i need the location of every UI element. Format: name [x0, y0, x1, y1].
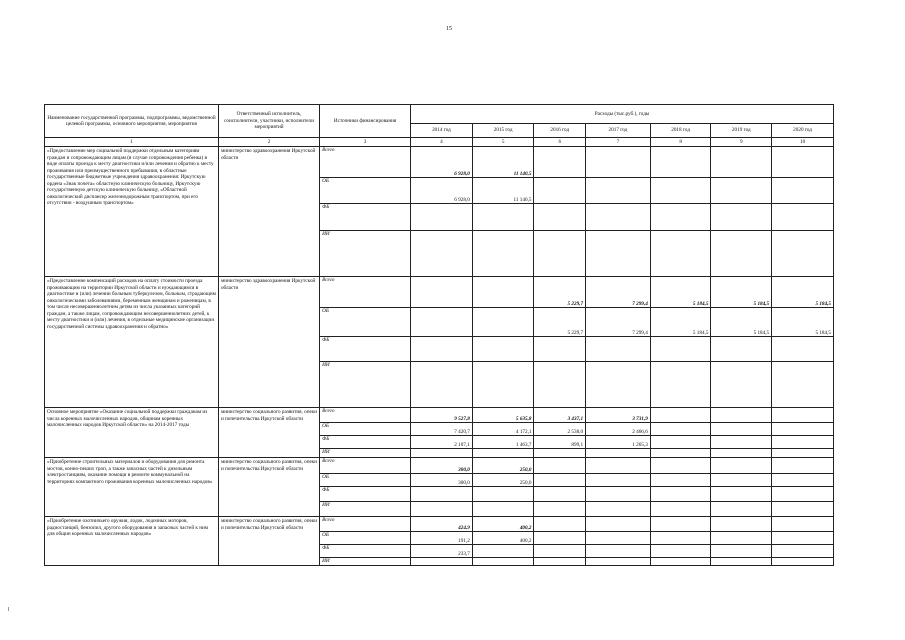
- activity-name: «Приобретение охотничьего оружия, лодок, лодочных моторов, радиостанций, бензопил, другого оборудования и запасных частей к ним для общин коренных малочисленных народов»: [45, 517, 219, 566]
- activity-row: [45, 277, 834, 408]
- activity-row: [45, 517, 834, 566]
- value-cell: [411, 557, 472, 568]
- value-cell: 191,2: [411, 531, 472, 544]
- value-cell: 3 731,9: [632, 415, 648, 422]
- value-cell: [534, 458, 585, 473]
- value-cell: 5 184,5: [692, 300, 709, 307]
- funding-source-label: ФБ: [320, 203, 410, 230]
- value-cell: [711, 230, 771, 279]
- year-2017: 2017 год: [586, 124, 651, 138]
- value-cell: [534, 147, 585, 177]
- index-1: 1: [45, 138, 219, 147]
- value-cell: [711, 557, 771, 568]
- year-values: [534, 517, 586, 566]
- value-cell: [651, 473, 711, 486]
- year-values: [411, 517, 473, 566]
- funding-source-label: ИИ: [320, 557, 410, 568]
- year-values: [772, 458, 834, 517]
- year-values: [586, 277, 651, 408]
- expenses-table: [44, 104, 834, 566]
- value-cell: [473, 277, 534, 307]
- value-cell: [473, 361, 534, 410]
- year-values: [711, 147, 772, 277]
- value-cell: 3 437,1: [567, 415, 584, 422]
- value-cell: 899,1: [534, 435, 585, 448]
- year-values: [711, 458, 772, 517]
- value-cell: [586, 336, 650, 361]
- activity-executor: министерство социального развития, опеки и попечительства Иркутской области: [218, 408, 319, 458]
- value-cell: [711, 544, 771, 557]
- year-2019: 2019 год: [711, 124, 772, 138]
- value-cell: 5 184,5: [753, 300, 770, 307]
- index-2: 2: [218, 138, 319, 147]
- year-values: [586, 147, 651, 277]
- funding-source-label: ОБ: [320, 422, 410, 435]
- value-cell: [534, 361, 585, 410]
- value-cell: [651, 544, 711, 557]
- header-executor: Ответственный исполнитель, соисполнители, участники, исполнители мероприятий: [218, 105, 319, 138]
- funding-source-label: ФБ: [320, 544, 410, 557]
- index-5: 5: [472, 138, 534, 147]
- value-cell: [711, 473, 771, 486]
- year-values: [472, 517, 534, 566]
- funding-source-label: Всего: [322, 147, 335, 153]
- value-cell: [772, 203, 833, 230]
- header-expenses: Расходы (тыс.руб.), годы: [411, 105, 834, 124]
- value-cell: [473, 230, 534, 279]
- value-cell: [473, 544, 534, 557]
- value-cell: [772, 147, 833, 177]
- value-cell: 2 538,0: [534, 422, 585, 435]
- value-cell: [411, 230, 472, 279]
- value-cell: [711, 361, 771, 410]
- value-cell: [711, 408, 771, 422]
- funding-source-label: Всего: [322, 277, 335, 283]
- value-cell: [772, 557, 833, 568]
- index-7: 7: [586, 138, 651, 147]
- value-cell: [772, 230, 833, 279]
- funding-sources: [320, 458, 411, 517]
- value-cell: [772, 531, 833, 544]
- value-cell: [772, 177, 833, 203]
- value-cell: [586, 473, 650, 486]
- value-cell: [586, 203, 650, 230]
- value-cell: [586, 361, 650, 410]
- value-cell: [711, 531, 771, 544]
- activity-row: [45, 408, 834, 458]
- year-2015: 2015 год: [472, 124, 534, 138]
- value-cell: [772, 336, 833, 361]
- value-cell: [772, 361, 833, 410]
- value-cell: [651, 147, 711, 177]
- value-cell: 7 299,4: [586, 307, 650, 336]
- funding-sources: [320, 277, 411, 408]
- value-cell: 5 229,7: [567, 300, 584, 307]
- value-cell: [411, 277, 472, 307]
- year-2014: 2014 год: [411, 124, 473, 138]
- value-cell: [534, 203, 585, 230]
- value-cell: [586, 544, 650, 557]
- year-values: [711, 517, 772, 566]
- index-3: 3: [320, 138, 411, 147]
- value-cell: [711, 203, 771, 230]
- value-cell: 250,0: [519, 466, 532, 473]
- activity-executor: министерство социального развития, опеки и попечительства Иркутской области: [218, 517, 319, 566]
- value-cell: [711, 336, 771, 361]
- value-cell: 7 299,4: [632, 300, 648, 307]
- value-cell: [534, 544, 585, 557]
- value-cell: [651, 458, 711, 473]
- value-cell: 11 140,5: [473, 177, 534, 203]
- header-row: [45, 105, 834, 124]
- value-cell: 5 635,8: [515, 415, 532, 422]
- value-cell: [473, 557, 534, 568]
- value-cell: [534, 517, 585, 531]
- value-cell: 400,2: [519, 524, 532, 531]
- value-cell: 2 107,1: [411, 435, 472, 448]
- header-name: Наименование государственной программы, подпрограммы, ведомственной целевой программы, основного мероприятия, мероприятия: [45, 105, 219, 138]
- value-cell: [772, 486, 833, 501]
- value-cell: [772, 473, 833, 486]
- index-10: 10: [772, 138, 834, 147]
- funding-source-label: Всего: [322, 408, 335, 414]
- value-cell: [651, 422, 711, 435]
- value-cell: [772, 422, 833, 435]
- value-cell: [411, 361, 472, 410]
- value-cell: 5 184,5: [815, 300, 831, 307]
- value-cell: 9 527,8: [454, 415, 470, 422]
- value-cell: [651, 531, 711, 544]
- value-cell: 1 265,3: [586, 435, 650, 448]
- value-cell: [651, 557, 711, 568]
- year-values: [534, 408, 586, 458]
- value-cell: [711, 147, 771, 177]
- funding-sources: [320, 408, 411, 458]
- activity-executor: министерство здравоохранения Иркутской области: [218, 277, 319, 408]
- value-cell: [651, 336, 711, 361]
- value-cell: [534, 336, 585, 361]
- year-values: [586, 408, 651, 458]
- page-number: 15: [446, 26, 452, 32]
- value-cell: 5 184,5: [711, 307, 771, 336]
- value-cell: 400,2: [473, 531, 534, 544]
- activity-name: Основное мероприятие «Оказание социальной поддержки гражданам из числа коренных малочисленных народов, общинам коренных малочисленных народов Иркутской области» на 2014-2017 годы: [45, 408, 219, 458]
- activity-executor: министерство здравоохранения Иркутской области: [218, 147, 319, 277]
- value-cell: 6 928,0: [411, 177, 472, 203]
- value-cell: [534, 473, 585, 486]
- value-cell: [711, 458, 771, 473]
- year-values: [650, 277, 711, 408]
- value-cell: [651, 435, 711, 448]
- value-cell: 6 928,0: [454, 170, 470, 177]
- value-cell: [534, 486, 585, 501]
- value-cell: 233,7: [411, 544, 472, 557]
- value-cell: [586, 458, 650, 473]
- value-cell: [651, 203, 711, 230]
- value-cell: 424,9: [458, 524, 470, 531]
- funding-source-label: ОБ: [320, 307, 410, 336]
- year-values: [650, 517, 711, 566]
- scan-mark: [8, 607, 9, 611]
- year-values: [411, 147, 473, 277]
- index-4: 4: [411, 138, 473, 147]
- index-9: 9: [711, 138, 772, 147]
- year-values: [586, 517, 651, 566]
- funding-source-label: ОБ: [320, 531, 410, 544]
- value-cell: [711, 486, 771, 501]
- index-row: [45, 138, 834, 147]
- value-cell: 2 466,6: [586, 422, 650, 435]
- value-cell: 5 184,5: [651, 307, 711, 336]
- activity-name: «Приобретение строительных материалов и оборудования для ремонта мостов, конно-пеших троп, а также запасных частей к дизельным электростанциям, оказание помощи в ремонте коммунальной на территориях компактного проживания коренных малочисленных народов»: [45, 458, 219, 517]
- value-cell: [534, 177, 585, 203]
- value-cell: [586, 177, 650, 203]
- funding-source-label: ФБ: [320, 336, 410, 361]
- value-cell: 11 140,5: [513, 170, 532, 177]
- value-cell: [711, 435, 771, 448]
- year-values: [586, 458, 651, 517]
- value-cell: 250,0: [473, 473, 534, 486]
- year-2018: 2018 год: [650, 124, 711, 138]
- year-values: [650, 458, 711, 517]
- funding-source-label: ОБ: [320, 473, 410, 486]
- value-cell: [772, 458, 833, 473]
- year-2020: 2020 год: [772, 124, 834, 138]
- funding-source-label: ИИ: [320, 501, 410, 519]
- index-6: 6: [534, 138, 586, 147]
- funding-source-label: ОБ: [320, 177, 410, 203]
- funding-source-label: Всего: [322, 517, 335, 523]
- value-cell: [711, 177, 771, 203]
- value-cell: 7 420,7: [411, 422, 472, 435]
- value-cell: [772, 408, 833, 422]
- value-cell: [586, 531, 650, 544]
- year-values: [472, 458, 534, 517]
- year-values: [650, 147, 711, 277]
- value-cell: [711, 422, 771, 435]
- year-values: [472, 408, 534, 458]
- year-values: [534, 277, 586, 408]
- activity-name: «Предоставление мер социальной поддержки отдельным категориям граждан и сопровождающим лицам (в случае сопровождения ребенка) в виде оплаты проезда к месту диагностики и/или лечения и обратно к месту проживания или преимущественного пребывания, в областные государственные бюджетные учреждения здравоохранения: Иркутскую ордена «Знак почета» областную клиническую больницу, Иркутскую государственную детскую клиническую больницу, «Областной онкологический диспансер железнодорожным транспортом, при его отсутствии - воздушным транспортом»: [45, 147, 219, 277]
- activity-row: [45, 147, 834, 277]
- value-cell: [651, 486, 711, 501]
- year-values: [411, 408, 473, 458]
- value-cell: 300,0: [458, 466, 470, 473]
- value-cell: [534, 557, 585, 568]
- value-cell: [411, 203, 472, 230]
- year-values: [711, 277, 772, 408]
- value-cell: 4 172,1: [473, 422, 534, 435]
- value-cell: [534, 531, 585, 544]
- header-sources: Источники финансирования: [320, 105, 411, 138]
- value-cell: [586, 557, 650, 568]
- value-cell: [772, 517, 833, 531]
- year-values: [772, 277, 834, 408]
- value-cell: [534, 230, 585, 279]
- value-cell: 5 184,5: [772, 307, 833, 336]
- value-cell: [411, 307, 472, 336]
- value-cell: 1 463,7: [473, 435, 534, 448]
- value-cell: [651, 361, 711, 410]
- value-cell: [651, 230, 711, 279]
- funding-sources: [320, 147, 411, 277]
- value-cell: [586, 230, 650, 279]
- value-cell: [411, 336, 472, 361]
- value-cell: [651, 517, 711, 531]
- funding-source-label: ИИ: [320, 361, 410, 410]
- year-2016: 2016 год: [534, 124, 586, 138]
- value-cell: [711, 517, 771, 531]
- funding-source-label: ФБ: [320, 435, 410, 448]
- year-values: [772, 147, 834, 277]
- activity-name: «Предоставление компенсаций расходов на оплату стоимости проезда проживающим на территории Иркутской области и нуждающимся в диагностике и (или) лечении больным туберкулезом, больным, страдающим онкологическими заболеваниями, беременным женщинам и роженицам, в том числе несовершеннолетним детям из числа указанных категорий граждан, а также лицам, сопровождающим несовершеннолетних детей, к месту диагностики и (или) лечения, в отдельные медицинские организации государственной системы здравоохранения и обратно»: [45, 277, 219, 408]
- funding-source-label: ФБ: [320, 486, 410, 501]
- year-values: [711, 408, 772, 458]
- value-cell: 300,0: [411, 473, 472, 486]
- value-cell: [473, 203, 534, 230]
- value-cell: [473, 307, 534, 336]
- activity-row: [45, 458, 834, 517]
- year-values: [534, 147, 586, 277]
- year-values: [650, 408, 711, 458]
- value-cell: [473, 486, 534, 501]
- value-cell: [411, 486, 472, 501]
- value-cell: 5 229,7: [534, 307, 585, 336]
- activity-executor: министерство социального развития, опеки и попечительства Иркутской области: [218, 458, 319, 517]
- year-values: [772, 517, 834, 566]
- value-cell: [651, 408, 711, 422]
- year-values: [472, 147, 534, 277]
- funding-source-label: ИИ: [320, 448, 410, 460]
- funding-source-label: Всего: [322, 458, 335, 464]
- value-cell: [473, 336, 534, 361]
- value-cell: [586, 517, 650, 531]
- year-values: [534, 458, 586, 517]
- year-values: [411, 277, 473, 408]
- value-cell: [772, 544, 833, 557]
- year-values: [772, 408, 834, 458]
- year-values: [411, 458, 473, 517]
- value-cell: [651, 177, 711, 203]
- year-values: [472, 277, 534, 408]
- value-cell: [586, 486, 650, 501]
- value-cell: [772, 435, 833, 448]
- value-cell: [586, 147, 650, 177]
- funding-sources: [320, 517, 411, 566]
- index-8: 8: [650, 138, 711, 147]
- funding-source-label: ИИ: [320, 230, 410, 279]
